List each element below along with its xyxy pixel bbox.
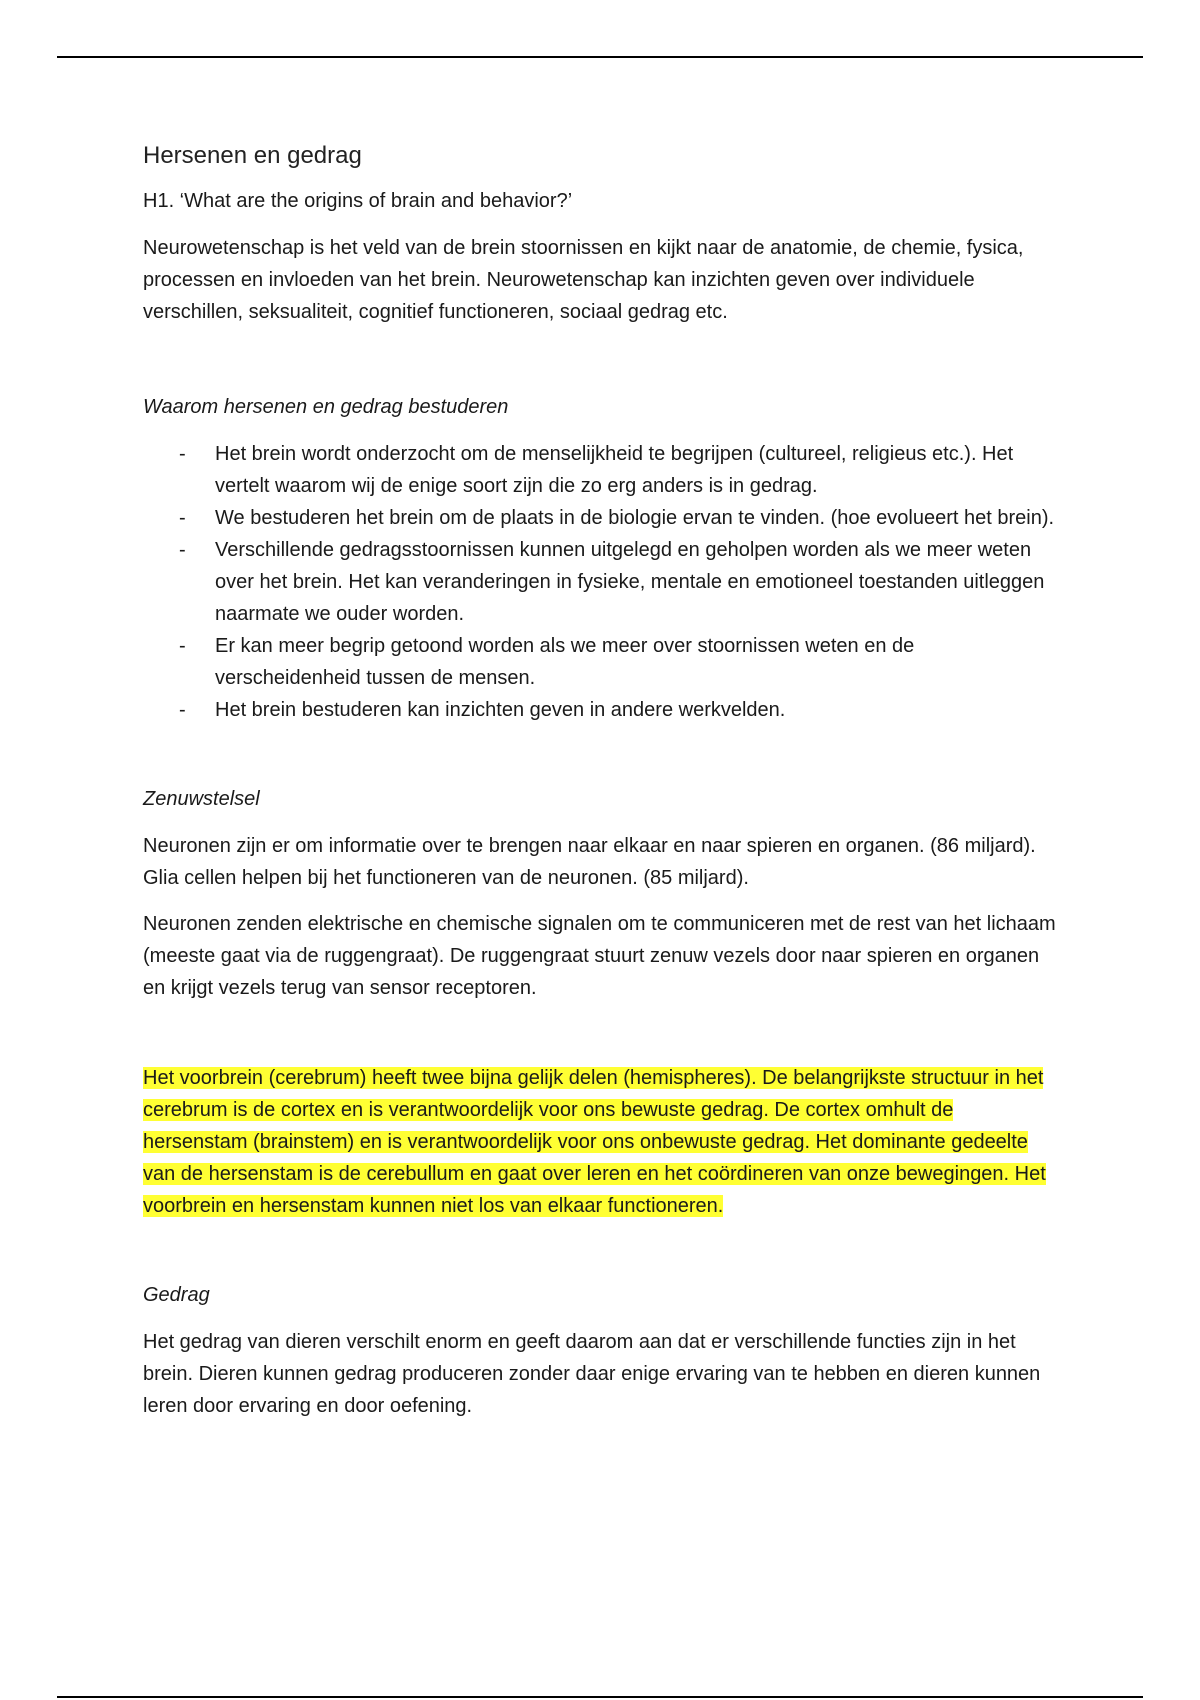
list-item-text: Er kan meer begrip getoond worden als we meer over stoornissen weten en de verscheidenheid tussen de mensen. <box>215 635 915 689</box>
list-item <box>143 502 1063 534</box>
list-item <box>143 630 1063 694</box>
text-highlight: Het voorbrein (cerebrum) heeft twee bijna gelijk delen (hemispheres). De belangrijkste structuur in het cerebrum is de cortex en is verantwoordelijk voor ons bewuste gedrag. De cortex omhult de hersenstam (brainstem) en is verantwoordelijk voor ons onbewuste gedrag. Het dominante gedeelte van de hersenstam is de cerebullum en gaat over leren en het coördineren van onze bewegingen. Het voorbrein en hersenstam kunnen niet los van elkaar functioneren. <box>143 1067 1046 1217</box>
bullet-dash: - <box>179 539 186 561</box>
highlighted-paragraph <box>143 1062 1063 1222</box>
list-item <box>143 534 1063 630</box>
signals-paragraph: Neuronen zenden elektrische en chemische signalen om te communiceren met de rest van het lichaam (meeste gaat via de ruggengraat). De ruggengraat stuurt zenuw vezels door naar spieren en organen en krijgt vezels terug van sensor receptoren. <box>143 913 1056 999</box>
list-item-text: Het brein wordt onderzocht om de menselijkheid te begrijpen (cultureel, religieus etc.). Het vertelt waarom wij de enige soort zijn die zo erg anders is in gedrag. <box>215 443 1014 497</box>
bullet-dash: - <box>179 443 186 465</box>
behavior-paragraph: Het gedrag van dieren verschilt enorm en geeft daarom aan dat er verschillende functies zijn in het brein. Dieren kunnen gedrag produceren zonder daar enige ervaring van te hebben en dieren kunnen leren door ervaring en door oefening. <box>143 1331 1041 1417</box>
section-heading-gedrag: Gedrag <box>143 1284 210 1306</box>
chapter-title: H1. ‘What are the origins of brain and behavior?’ <box>143 190 573 212</box>
spacer <box>143 1236 1063 1280</box>
bullet-dash: - <box>179 507 186 529</box>
list-item-text: Het brein bestuderen kan inzichten geven in andere werkvelden. <box>215 699 786 721</box>
list-item <box>143 694 1063 726</box>
document-title: Hersenen en gedrag <box>143 142 362 169</box>
list-item-text: Verschillende gedragsstoornissen kunnen uitgelegd en geholpen worden als we meer weten over het brein. Het kan veranderingen in fysieke, mentale en emotioneel toestanden uitleggen naarmate we ouder worden. <box>215 539 1045 625</box>
reasons-list <box>143 438 1063 726</box>
footer-rule <box>57 1696 1143 1698</box>
intro-paragraph: Neurowetenschap is het veld van de brein stoornissen en kijkt naar de anatomie, de chemie, fysica, processen en invloeden van het brein. Neurowetenschap kan inzichten geven over individuele verschillen, seksualiteit, cognitief functioneren, sociaal gedrag etc. <box>143 237 1024 323</box>
spacer <box>143 1018 1063 1062</box>
document-body <box>143 140 1063 1436</box>
spacer <box>143 740 1063 784</box>
list-item-text: We bestuderen het brein om de plaats in de biologie ervan te vinden. (hoe evolueert het brein). <box>215 507 1055 529</box>
list-item <box>143 438 1063 502</box>
neurons-paragraph: Neuronen zijn er om informatie over te brengen naar elkaar en naar spieren en organen. (86 miljard). Glia cellen helpen bij het functioneren van de neuronen. (85 miljard). <box>143 835 1036 889</box>
spacer <box>143 342 1063 392</box>
bullet-dash: - <box>179 699 186 721</box>
bullet-dash: - <box>179 635 186 657</box>
section-heading-waarom: Waarom hersenen en gedrag bestuderen <box>143 396 509 418</box>
section-heading-zenuwstelsel: Zenuwstelsel <box>143 788 260 810</box>
header-rule <box>57 56 1143 58</box>
